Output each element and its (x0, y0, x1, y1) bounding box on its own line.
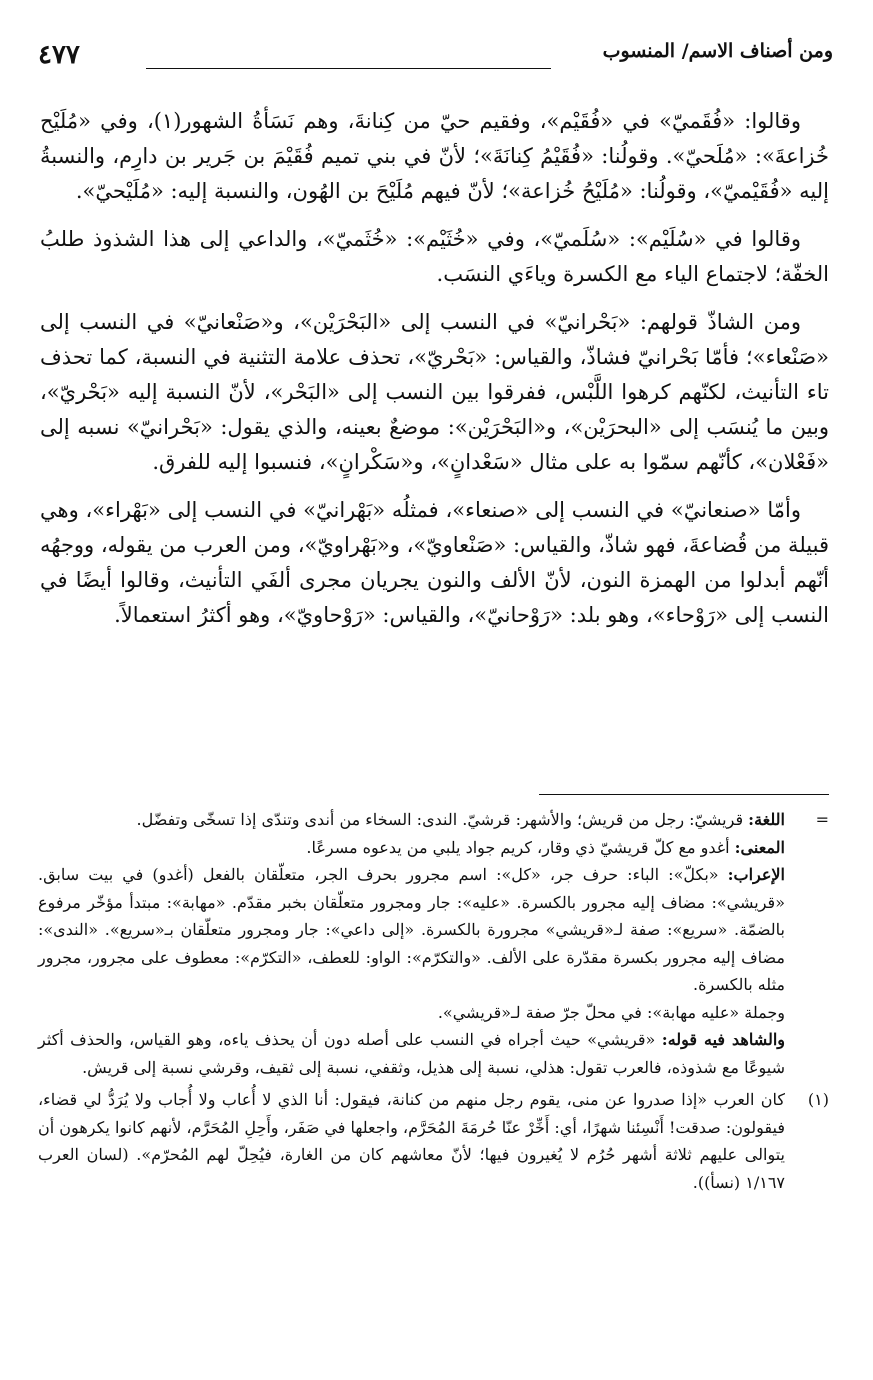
continuation-marker: = (815, 810, 829, 829)
footnote-line (38, 834, 785, 862)
footnote-label: اللغة: (748, 810, 785, 829)
header-rule (146, 68, 551, 69)
running-title: ومن أصناف الاسم/ المنسوب (602, 40, 833, 62)
paragraph: وقالوا في «سُلَيْم»: «سُلَميّ»، وفي «خُثَيْم»: «خُثَميّ»، والداعي إلى هذا الشذوذ طلبُ الخفّة؛ لاجتماع الياء مع الكسرة وياءَي النسَب. (40, 227, 829, 286)
page-header (38, 40, 833, 74)
footnote-text: وجملة «عليه مهابة»: في محلّ جرّ صفة لـ«قريشي». (437, 1002, 785, 1022)
footnotes (38, 806, 829, 1201)
main-text (40, 104, 829, 646)
footnote-text: «قريشي» حيث أجراه في النسب على أصله دون أن يحذف ياءه، وهو القياس، والحذف أكثر شيوعًا مع شذوذه، فالعرب تقول: هذلي، نسبة إلى هذيل، وثقفي، نسبة إلى ثقيف، وقرشي نسبة إلى قريش. (38, 1030, 785, 1077)
footnote-text: أغدو مع كلّ قريشيّ ذي وقار، كريم جواد يلبي من يدعوه مسرعًا. (306, 837, 735, 857)
footnote-line (38, 1086, 830, 1196)
paragraph: وأمّا «صنعانيّ» في النسب إلى «صنعاء»، فمثلُه «بَهْرانيّ» في النسب إلى «بَهْراء»، وهي قبيلة من قُضاعةَ، فهو شاذّ، والقياس: «صَنْعاويّ»، و«بَهْراويّ»، ومن العرب من يقوله، ووجهُه أنّهم أبدلوا من الهمزة النون، لأنّ الألف والنون يجريان مجرى ألفَي التأنيث، وقالوا أيضًا في النسب إلى «رَوْحاء»، وهو بلد: «رَوْحانيّ»، والقياس: «رَوْحاويّ»، وهو أكثرُ استعمالاً. (40, 498, 829, 627)
footnote-line (38, 861, 785, 999)
footnote-label: المعنى: (734, 837, 785, 857)
footnote-1 (38, 1086, 829, 1196)
footnote-line (38, 999, 785, 1027)
paragraph: ومن الشاذّ قولهم: «بَحْرانيّ» في النسب إلى «البَحْرَيْن»، و«صَنْعانيّ» في النسب إلى «صَنْعاء»؛ فأمّا بَحْرانيّ فشاذّ، والقياس: «بَحْريّ»، تحذف علامة التثنية في النسبة، كما تحذف تاء التأنيث، لكنّهم كرهوا اللَّبْس، ففرقوا بين النسب إلى «البَحْر»، لأنّ النسبة إليه «بَحْريّ»، وبين ما يُنسَب إلى «البحرَيْن»، و«البَحْرَيْن»: موضعٌ بعينه، والذي يقول: «بَحْرانيّ» نسبه إلى «فَعْلان»، كأنّهم سمّوا به على مثال «سَعْدانٍ»، و«سَكْرانٍ»، فنسبوا إليه للفرق. (40, 310, 829, 474)
paragraph: وقالوا: «فُقَميّ» في «فُقَيْم»، وفقيم حيّ من كِنانةَ، وهم نَسَأةُ الشهور(١)، وفي «مُلَيْح خُزاعةَ»: «مُلَحيّ». وقولُنا: «فُقَيْمُ كِنانَةَ»؛ لأنّ في بني تميم فُقَيْمَ بن جَرير بن دارِم، والنسبةُ إليه «فُقَيْميّ»، وقولُنا: «مُلَيْحُ خُزاعة»؛ لأنّ فيهم مُلَيْحَ بن الهُون، والنسبة إليه: «مُلَيْحيّ». (40, 109, 829, 203)
footnote-marker: (١) (807, 1090, 830, 1109)
footnote-text: «بكلّ»: الباء: حرف جر، «كل»: اسم مجرور بحرف الجر، متعلّقان بالفعل (أغدو) في بيت سابق. «قريشي»: مضاف إليه مجرور بالكسرة. «عليه»: جار ومجرور متعلّقان بخبر مقدّم. «مهابة»: مبتدأ مؤخّر مرفوع بالضمّة. «سريع»: صفة لـ«قريشي» مجرورة بالكسرة. «إلى داعي»: جار ومجرور متعلّقان بـ«سريع». «الندى»: مضاف إليه مجرور بكسرة مقدّرة على الألف. «والتكرّم»: الواو: للعطف، «التكرّم»: معطوف على مجرور، مجرور مثله بالكسرة. (38, 865, 785, 994)
footnote-separator (539, 794, 829, 795)
footnote-label: الإعراب: (727, 865, 785, 884)
footnote-line (38, 806, 829, 834)
footnote-text: قريشيّ: رجل من قريش؛ والأشهر: قرشيّ. الندى: السخاء من أندى وتندّى إذا تسخّى وتفضّل. (136, 810, 749, 829)
footnote-continuation (38, 806, 829, 1081)
footnote-line (38, 1026, 785, 1081)
footnote-text: كان العرب «إذا صدروا عن منى، يقوم رجل منهم من كنانة، فيقول: أنا الذي لا أُعاب ولا أُجاب ولا يُرَدُّ لي قضاء، فيقولون: صدقت! أَنْسِئنا شهرًا، أي: أَخِّرْ عنّا حُرمَةَ المُحَرَّم، واجعلها في صَفَر، وأَحِلِ المُحَرَّم، لأنهم كانوا يكرهون أن يتوالى عليهم ثلاثة أشهر حُرُم لا يُغيرون فيها؛ لأنّ معاشهم كان من الغارة، فيُحِلّ لهم المُحرّم». (لسان العرب ١/١٦٧ (نسأ)). (38, 1090, 786, 1192)
footnote-label: والشاهد فيه قوله: (661, 1030, 786, 1049)
page-number: ٤٧٧ (38, 40, 80, 70)
